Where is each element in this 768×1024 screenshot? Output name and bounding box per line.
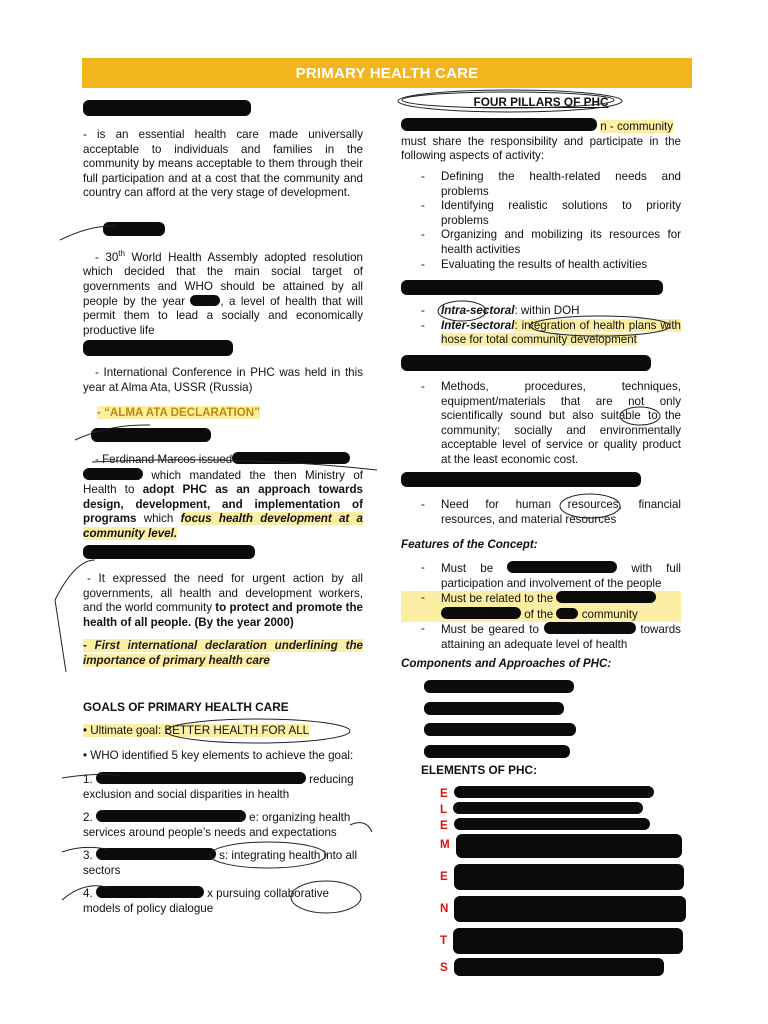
features-heading: Features of the Concept: bbox=[401, 538, 538, 551]
redaction bbox=[454, 786, 654, 798]
methods-list bbox=[401, 380, 681, 468]
element-row: S bbox=[440, 958, 700, 982]
wha-paragraph: - 30th World Health Assembly adopted resolution which decided that the main social target of governments and WHO should be attained by all people by the year , a level of health that will permit them to lead a socially and economically productive life bbox=[83, 249, 363, 337]
key-element-4: 4. x pursuing collaborative models of policy dialogue bbox=[83, 887, 329, 915]
page-title: PRIMARY HEALTH CARE bbox=[295, 64, 479, 82]
list-item: - Need for human resources, financial resources, and material resources bbox=[401, 498, 681, 527]
redaction bbox=[232, 452, 350, 464]
redaction-row bbox=[83, 545, 363, 564]
redaction bbox=[424, 745, 570, 758]
pillar-1-list bbox=[401, 170, 681, 272]
expressed-paragraph: - It expressed the need for urgent action by all governments, all health and development workers, and the world community to protect and promote the health of all people. (By the year 2000) bbox=[83, 572, 363, 629]
redaction bbox=[91, 428, 211, 442]
features-list bbox=[401, 561, 681, 653]
redaction bbox=[454, 958, 664, 976]
element-row: E bbox=[440, 864, 700, 896]
redaction bbox=[454, 896, 686, 922]
element-row: M bbox=[440, 834, 700, 864]
components-heading: Components and Approaches of PHC: bbox=[401, 657, 612, 670]
redaction bbox=[96, 772, 306, 784]
list-item: - Defining the health-related needs and problems bbox=[401, 170, 681, 199]
list-item: - Must be related to the of the community bbox=[401, 591, 681, 622]
redaction bbox=[401, 118, 597, 131]
elements-heading: ELEMENTS OF PHC: bbox=[421, 763, 538, 777]
redaction bbox=[424, 723, 576, 736]
redaction-row bbox=[401, 472, 681, 492]
redaction bbox=[190, 295, 220, 306]
redaction bbox=[83, 468, 143, 480]
alma-ata-declaration: - “ALMA ATA DECLARATION” bbox=[97, 406, 260, 419]
element-row: E bbox=[440, 786, 700, 802]
redaction bbox=[556, 591, 656, 603]
redaction-row bbox=[83, 222, 363, 241]
redaction bbox=[507, 561, 617, 573]
list-item: - Must be geared to towards attaining an adequate level of health bbox=[401, 622, 681, 652]
redaction bbox=[83, 545, 255, 559]
element-row: N bbox=[440, 896, 700, 928]
redaction bbox=[453, 802, 643, 814]
sectoral-list bbox=[401, 304, 681, 348]
pillar-1: n - community must share the responsibility and participate in the following aspects of activity: bbox=[401, 120, 681, 163]
redaction bbox=[401, 280, 663, 295]
redaction bbox=[453, 928, 683, 954]
title-bar bbox=[82, 58, 692, 88]
phc-definition: - is an essential health care made universally acceptable to individuals and families in the community by means acceptable to them through their full participation and at a cost that the community and country can afford at the very stage of development. bbox=[83, 128, 363, 200]
redaction bbox=[96, 848, 216, 860]
first-declaration: - First international declaration underlining the importance of primary health care bbox=[83, 639, 363, 667]
element-row: E bbox=[440, 818, 700, 834]
list-item: - Inter-sectoral: integration of health plans with hose for total community development bbox=[401, 319, 681, 348]
marcos-paragraph: - Ferdinand Marcos issued which mandated the then Ministry of Health to adopt PHC as an approach towards design, development, and implementation of programs which focus health development at a community level. bbox=[83, 453, 364, 540]
element-row: T bbox=[440, 928, 700, 958]
redaction bbox=[454, 864, 684, 890]
who-identified: • WHO identified 5 key elements to achieve the goal: bbox=[83, 749, 354, 762]
elements-list bbox=[440, 786, 700, 982]
redaction bbox=[103, 222, 165, 236]
redaction-row bbox=[83, 428, 363, 447]
redaction-row bbox=[83, 340, 363, 361]
redaction bbox=[401, 355, 651, 371]
list-item: - Organizing and mobilizing its resources for health activities bbox=[401, 228, 681, 257]
redaction bbox=[83, 340, 233, 356]
redaction bbox=[441, 607, 521, 619]
redaction bbox=[454, 818, 650, 830]
redaction bbox=[424, 680, 574, 693]
ultimate-goal: • Ultimate goal: BETTER HEALTH FOR ALL bbox=[83, 724, 310, 737]
key-element-1: 1. reducing exclusion and social disparities in health bbox=[83, 773, 354, 801]
redaction bbox=[96, 886, 204, 898]
element-row: L bbox=[440, 802, 700, 818]
list-item: - Methods, procedures, techniques, equipment/materials that are not only scientifically sound but also suitable to the community; socially and environmentally acceptable level of service or quality product at the least economic cost. bbox=[401, 380, 681, 468]
redaction bbox=[401, 472, 641, 487]
conference-paragraph: - International Conference in PHC was held in this year at Alma Ata, USSR (Russia) bbox=[83, 366, 363, 394]
redaction bbox=[424, 702, 564, 715]
redaction bbox=[83, 100, 251, 116]
redaction bbox=[556, 608, 578, 619]
list-item: - Must be with full participation and involvement of the people bbox=[401, 561, 681, 591]
redaction-row bbox=[401, 280, 681, 300]
need-list bbox=[401, 498, 681, 527]
list-item: - Identifying realistic solutions to priority problems bbox=[401, 199, 681, 228]
left-column bbox=[83, 100, 363, 121]
activity-list bbox=[401, 170, 681, 272]
goals-heading: GOALS OF PRIMARY HEALTH CARE bbox=[83, 700, 289, 714]
components-list-redacted bbox=[424, 680, 704, 762]
list-item: - Evaluating the results of health activities bbox=[401, 258, 681, 273]
key-element-3: 3. s: integrating health into all sectors bbox=[83, 849, 358, 877]
redaction bbox=[96, 810, 246, 822]
redaction bbox=[456, 834, 682, 858]
redaction bbox=[544, 622, 636, 634]
pillars-heading: FOUR PILLARS OF PHC bbox=[473, 95, 609, 109]
key-element-2: 2. e: organizing health services around people’s needs and expectations bbox=[83, 811, 351, 839]
redaction-row bbox=[401, 355, 681, 376]
list-item: - Intra-sectoral: within DOH bbox=[401, 304, 681, 319]
